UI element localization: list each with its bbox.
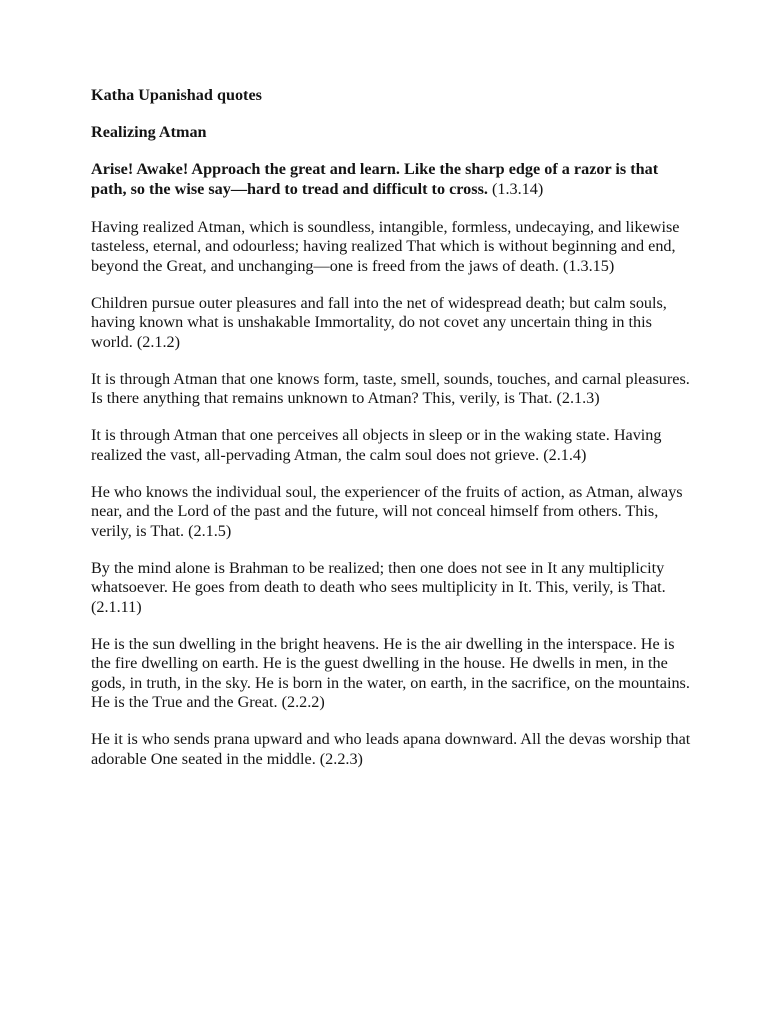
quote-paragraph: It is through Atman that one knows form, taste, smell, sounds, touches, and carnal pleasures. Is there anything that remains unknown to Atman? This, verily, is That. (2.1.3) [91, 369, 690, 407]
quote-paragraph: Children pursue outer pleasures and fall into the net of widespread death; but calm souls, having known what is unshakable Immortality, do not covet any uncertain thing in this world. (2.1.2) [91, 293, 667, 351]
quote-paragraph: He it is who sends prana upward and who leads apana downward. All the devas worship that adorable One seated in the middle. (2.2.3) [91, 730, 691, 768]
quote-paragraph: By the mind alone is Brahman to be realized; then one does not see in It any multiplicity whatsoever. He goes from death to death who sees multiplicity in It. This, verily, is That. (2.1.11) [91, 558, 666, 616]
lead-quote-text: Arise! Awake! Approach the great and learn. Like the sharp edge of a razor is that path, so the wise say—hard to tread and difficult to cross. [91, 160, 659, 198]
document-page [91, 86, 691, 787]
lead-quote [91, 160, 691, 199]
quote-paragraph: Having realized Atman, which is soundless, intangible, formless, undecaying, and likewise tasteless, eternal, and odourless; having realized That which is without beginning and end, beyond the Great, and unchanging—one is freed from the jaws of death. (1.3.15) [91, 217, 680, 275]
section-heading: Realizing Atman [91, 123, 207, 141]
quote-paragraph: He is the sun dwelling in the bright heavens. He is the air dwelling in the interspace. He is the fire dwelling on earth. He is the guest dwelling in the house. He dwells in men, in the gods, in truth, in the sky. He is born in the water, on earth, in the sacrifice, on the mountains. He is the True and the Great. (2.2.2) [91, 634, 690, 711]
lead-quote-ref: (1.3.14) [491, 179, 544, 198]
quote-paragraph: He who knows the individual soul, the experiencer of the fruits of action, as Atman, always near, and the Lord of the past and the future, will not conceal himself from others. This, verily, is That. (2.1.5) [91, 482, 683, 540]
document-title: Katha Upanishad quotes [91, 86, 262, 104]
quote-paragraph: It is through Atman that one perceives all objects in sleep or in the waking state. Having realized the vast, all-pervading Atman, the calm soul does not grieve. (2.1.4) [91, 426, 662, 464]
